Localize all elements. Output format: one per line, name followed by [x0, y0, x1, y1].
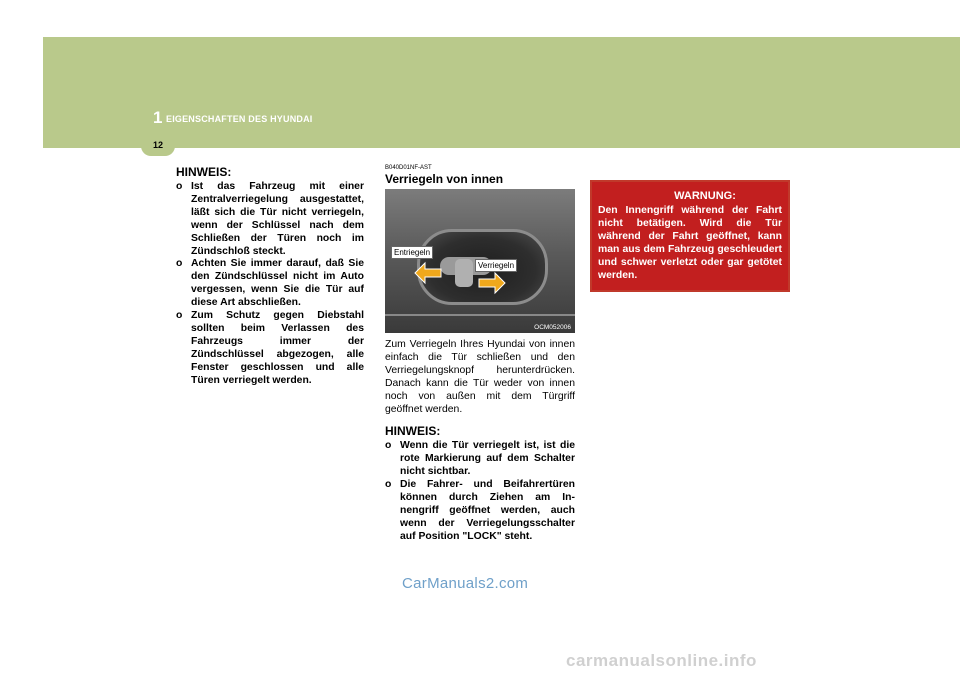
- list-item-text: Achten Sie immer darauf, daß Sie den Zündschlüssel nicht im Auto vergessen, wenn Sie die Tür auf diese Art abschließen.: [191, 258, 364, 309]
- bullet-marker: o: [176, 310, 183, 322]
- unlock-arrow-icon: [413, 259, 443, 285]
- bullet-marker: o: [176, 258, 183, 270]
- label-verriegeln: Verriegeln: [475, 259, 517, 272]
- list-item: [385, 479, 575, 544]
- right-column: [590, 180, 790, 292]
- watermark-carmanuals2: CarManuals2.com: [402, 575, 529, 592]
- warning-title: WARNUNG:: [674, 190, 736, 202]
- list-item-text: Wenn die Tür verriegelt ist, ist die rote Markierung auf dem Schalter nicht sichtbar.: [400, 440, 575, 478]
- chapter-number: 1: [153, 108, 163, 127]
- chapter-title: EIGENSCHAFTEN DES HYUNDAI: [166, 114, 313, 124]
- bullet-marker: o: [385, 440, 392, 452]
- bullet-marker: o: [176, 181, 183, 192]
- warning-box: [590, 180, 790, 292]
- left-column: [176, 165, 364, 388]
- list-item: [176, 181, 364, 258]
- section-title: Verriegeln von innen: [385, 172, 504, 186]
- list-item-text: Ist das Fahrzeug mit einer Zentralverriegelung ausgestattet, läßt sich die Tür nicht verriegeln, wenn der Schlüssel nach dem Schließen der Türen noch im Zündschloß steckt.: [191, 181, 364, 257]
- lock-knob: [455, 259, 473, 287]
- list-item-text: Zum Schutz gegen Diebstahl sollten beim Verlassen des Fahrzeugs immer der Zündschlüssel abgezogen, alle Fenster geschlossen und alle Türen verriegelt werden.: [191, 310, 364, 386]
- body-text: Zum Verriegeln Ihres Hyundai von innen einfach die Tür schließen und den Verriegelungsknopf herunterdrücken. Danach kann die Tür weder von innen noch von außen mit dem Türgriff geöffnet werden.: [385, 339, 575, 415]
- image-code: OCM052006: [534, 324, 571, 331]
- bullet-marker: o: [385, 479, 392, 491]
- watermark-carmanualsonline: carmanualsonline.info: [566, 651, 757, 670]
- label-entriegeln: Entriegeln: [391, 246, 433, 259]
- hinweis-title-2: HINWEIS:: [385, 424, 441, 439]
- hinweis-list-2: [385, 440, 575, 543]
- list-item: [176, 310, 364, 387]
- list-item: [176, 258, 364, 310]
- section-code: B040D01NF-AST: [385, 165, 432, 171]
- door-handle-photo: [385, 189, 575, 333]
- list-item-text: Die Fahrer- und Beifahrertüren können durch Ziehen am In-nengriff geöffnet werden, auch wenn der Verriegelungsschalter auf Position "LOCK" steht.: [400, 479, 575, 542]
- hinweis-title: HINWEIS:: [176, 165, 232, 179]
- middle-column: [385, 165, 575, 544]
- warning-text: Den Innengriff während der Fahrt nicht betätigen. Wird die Tür während der Fahrt geöffnet, kann man aus dem Fahrzeug geschleudert und schwer verletzt oder gar getötet werden.: [598, 205, 782, 281]
- panel-line: [385, 314, 575, 316]
- page-number: 12: [152, 140, 163, 150]
- hinweis-list: [176, 181, 364, 388]
- list-item: [385, 440, 575, 479]
- lock-arrow-icon: [477, 271, 507, 297]
- header-band: [43, 37, 960, 148]
